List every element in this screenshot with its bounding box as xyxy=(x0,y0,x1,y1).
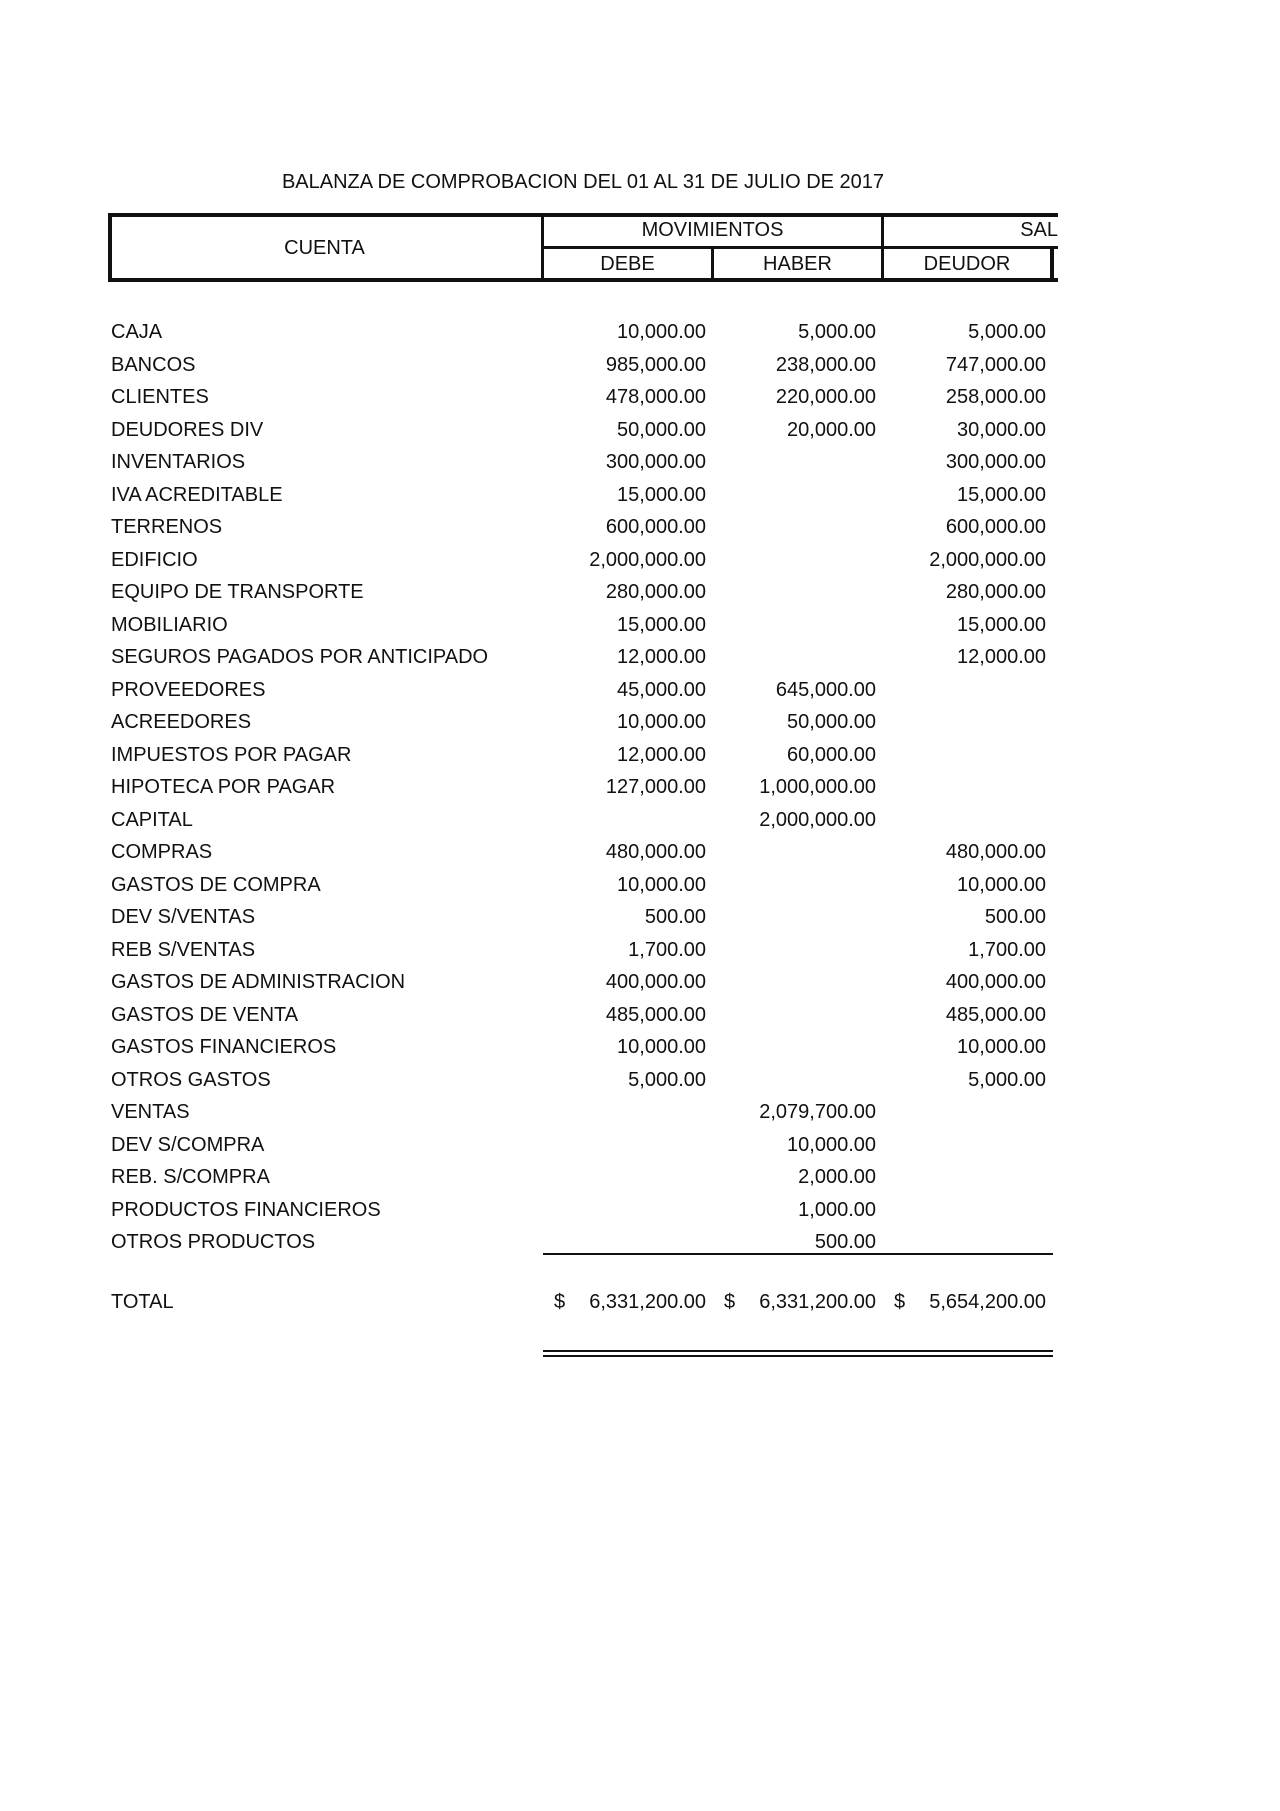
header-movimientos: MOVIMIENTOS xyxy=(641,219,784,241)
table-row xyxy=(108,901,1058,934)
total-haber: 6,331,200.00 xyxy=(759,1291,876,1313)
account-name: GASTOS DE COMPRA xyxy=(111,873,321,896)
table-row xyxy=(108,316,1058,349)
haber-value: 2,079,700.00 xyxy=(759,1101,876,1123)
debe-value: 15,000.00 xyxy=(617,613,706,636)
debe-value: 478,000.00 xyxy=(605,386,706,408)
table-row xyxy=(108,739,1058,772)
haber-value: 238,000.00 xyxy=(775,353,876,376)
debe-value: 10,000.00 xyxy=(617,321,706,343)
header-deudor: DEUDOR xyxy=(923,253,1011,275)
debe-value: 12,000.00 xyxy=(617,743,706,766)
haber-value: 1,000.00 xyxy=(798,1198,876,1221)
account-name: ACREEDORES xyxy=(111,711,252,733)
total-double-rule xyxy=(543,1350,1053,1352)
haber-value: 2,000,000.00 xyxy=(759,808,876,831)
deudor-value: 12,000.00 xyxy=(957,646,1046,668)
debe-value: 45,000.00 xyxy=(617,678,706,701)
total-deudor-currency: $ xyxy=(894,1291,906,1313)
table-row xyxy=(108,1096,1058,1129)
debe-value: 12,000.00 xyxy=(617,646,706,668)
deudor-value: 280,000.00 xyxy=(945,581,1046,603)
header-debe: DEBE xyxy=(600,253,655,275)
account-name: GASTOS DE VENTA xyxy=(111,1003,299,1026)
account-name: PRODUCTOS FINANCIEROS xyxy=(111,1198,381,1221)
deudor-value: 300,000.00 xyxy=(945,451,1046,473)
report-title: BALANZA DE COMPROBACION DEL 01 AL 31 DE JULIO DE 2017 xyxy=(281,171,885,193)
debe-value: 10,000.00 xyxy=(617,711,706,733)
total-haber-currency: $ xyxy=(724,1291,736,1313)
account-name: REB. S/COMPRA xyxy=(111,1166,270,1188)
debe-value: 485,000.00 xyxy=(605,1003,706,1026)
deudor-value: 2,000,000.00 xyxy=(929,548,1046,571)
haber-value: 2,000.00 xyxy=(798,1166,876,1188)
account-name: VENTAS xyxy=(111,1101,190,1123)
total-row xyxy=(108,1286,1058,1318)
header-divider xyxy=(1050,247,1054,282)
deudor-value: 15,000.00 xyxy=(957,483,1046,506)
table-row xyxy=(108,1064,1058,1097)
account-name: INVENTARIOS xyxy=(111,451,246,473)
table-row xyxy=(108,1194,1058,1227)
debe-value: 10,000.00 xyxy=(617,873,706,896)
haber-value: 10,000.00 xyxy=(787,1133,876,1156)
table-row xyxy=(108,479,1058,512)
debe-value: 10,000.00 xyxy=(617,1036,706,1058)
account-name: CAJA xyxy=(111,321,163,343)
total-double-rule xyxy=(543,1355,1053,1357)
deudor-value: 600,000.00 xyxy=(945,516,1046,538)
debe-value: 500.00 xyxy=(644,906,706,928)
account-name: COMPRAS xyxy=(111,841,213,863)
account-name: PROVEEDORES xyxy=(111,678,266,701)
account-name: GASTOS FINANCIEROS xyxy=(111,1036,337,1058)
table-row xyxy=(108,576,1058,609)
table-row xyxy=(108,869,1058,902)
account-name: DEV S/COMPRA xyxy=(111,1133,265,1156)
debe-value: 127,000.00 xyxy=(605,776,706,798)
account-name: BANCOS xyxy=(111,353,196,376)
debe-value: 50,000.00 xyxy=(617,418,706,441)
table-row xyxy=(108,511,1058,544)
debe-value: 2,000,000.00 xyxy=(589,548,706,571)
table-row xyxy=(108,934,1058,967)
table-row xyxy=(108,349,1058,382)
table-row xyxy=(108,836,1058,869)
deudor-value: 400,000.00 xyxy=(945,971,1046,993)
deudor-value: 15,000.00 xyxy=(957,613,1046,636)
table-row xyxy=(108,1161,1058,1194)
subtotal-rule xyxy=(543,1253,1053,1255)
account-name: REB S/VENTAS xyxy=(111,938,256,961)
account-name: EQUIPO DE TRANSPORTE xyxy=(111,581,364,603)
table-row xyxy=(108,414,1058,447)
account-name: SEGUROS PAGADOS POR ANTICIPADO xyxy=(111,646,489,668)
table-row xyxy=(108,446,1058,479)
total-debe-currency: $ xyxy=(554,1291,566,1313)
account-name: MOBILIARIO xyxy=(111,613,228,636)
deudor-value: 1,700.00 xyxy=(968,938,1046,961)
account-name: DEV S/VENTAS xyxy=(111,906,256,928)
table-row xyxy=(108,804,1058,837)
deudor-value: 258,000.00 xyxy=(945,386,1046,408)
deudor-value: 10,000.00 xyxy=(957,873,1046,896)
debe-value: 15,000.00 xyxy=(617,483,706,506)
table-row xyxy=(108,1129,1058,1162)
table-row xyxy=(108,771,1058,804)
deudor-value: 485,000.00 xyxy=(945,1003,1046,1026)
account-rows xyxy=(108,316,1058,1259)
account-name: OTROS PRODUCTOS xyxy=(111,1231,316,1253)
account-name: DEUDORES DIV xyxy=(111,418,264,441)
account-name: OTROS GASTOS xyxy=(111,1068,271,1091)
table-row xyxy=(108,674,1058,707)
debe-value: 300,000.00 xyxy=(605,451,706,473)
haber-value: 50,000.00 xyxy=(787,711,876,733)
deudor-value: 500.00 xyxy=(984,906,1046,928)
debe-value: 280,000.00 xyxy=(605,581,706,603)
deudor-value: 747,000.00 xyxy=(945,353,1046,376)
total-deudor: 5,654,200.00 xyxy=(929,1291,1046,1313)
deudor-value: 5,000.00 xyxy=(968,1068,1046,1091)
account-name: CLIENTES xyxy=(111,386,209,408)
haber-value: 60,000.00 xyxy=(787,743,876,766)
debe-value: 985,000.00 xyxy=(605,353,706,376)
debe-value: 480,000.00 xyxy=(605,841,706,863)
deudor-value: 10,000.00 xyxy=(957,1036,1046,1058)
haber-value: 1,000,000.00 xyxy=(759,776,876,798)
haber-value: 645,000.00 xyxy=(775,678,876,701)
table-row xyxy=(108,641,1058,674)
account-name: CAPITAL xyxy=(111,808,193,831)
table-row xyxy=(108,999,1058,1032)
deudor-value: 480,000.00 xyxy=(945,841,1046,863)
haber-value: 20,000.00 xyxy=(787,418,876,441)
table-row xyxy=(108,706,1058,739)
haber-value: 5,000.00 xyxy=(798,321,876,343)
header-haber: HABER xyxy=(763,253,832,275)
deudor-value: 30,000.00 xyxy=(957,418,1046,441)
account-name: GASTOS DE ADMINISTRACION xyxy=(111,971,406,993)
haber-value: 500.00 xyxy=(814,1231,876,1253)
table-row xyxy=(108,609,1058,642)
haber-value: 220,000.00 xyxy=(775,386,876,408)
debe-value: 600,000.00 xyxy=(605,516,706,538)
deudor-value: 5,000.00 xyxy=(968,321,1046,343)
total-debe: 6,331,200.00 xyxy=(589,1291,706,1313)
table-row xyxy=(108,544,1058,577)
debe-value: 5,000.00 xyxy=(628,1068,706,1091)
account-name: HIPOTECA POR PAGAR xyxy=(111,776,336,798)
debe-value: 1,700.00 xyxy=(628,938,706,961)
table-header xyxy=(108,213,1058,282)
total-label: TOTAL xyxy=(111,1291,174,1313)
table-row xyxy=(108,381,1058,414)
account-name: IMPUESTOS POR PAGAR xyxy=(111,743,352,766)
table-row xyxy=(108,1031,1058,1064)
account-name: EDIFICIO xyxy=(111,548,198,571)
debe-value: 400,000.00 xyxy=(605,971,706,993)
header-saldos: SAL xyxy=(1020,219,1058,241)
header-cuenta: CUENTA xyxy=(284,237,365,259)
table-row xyxy=(108,966,1058,999)
account-name: IVA ACREDITABLE xyxy=(111,483,283,506)
account-name: TERRENOS xyxy=(111,516,223,538)
